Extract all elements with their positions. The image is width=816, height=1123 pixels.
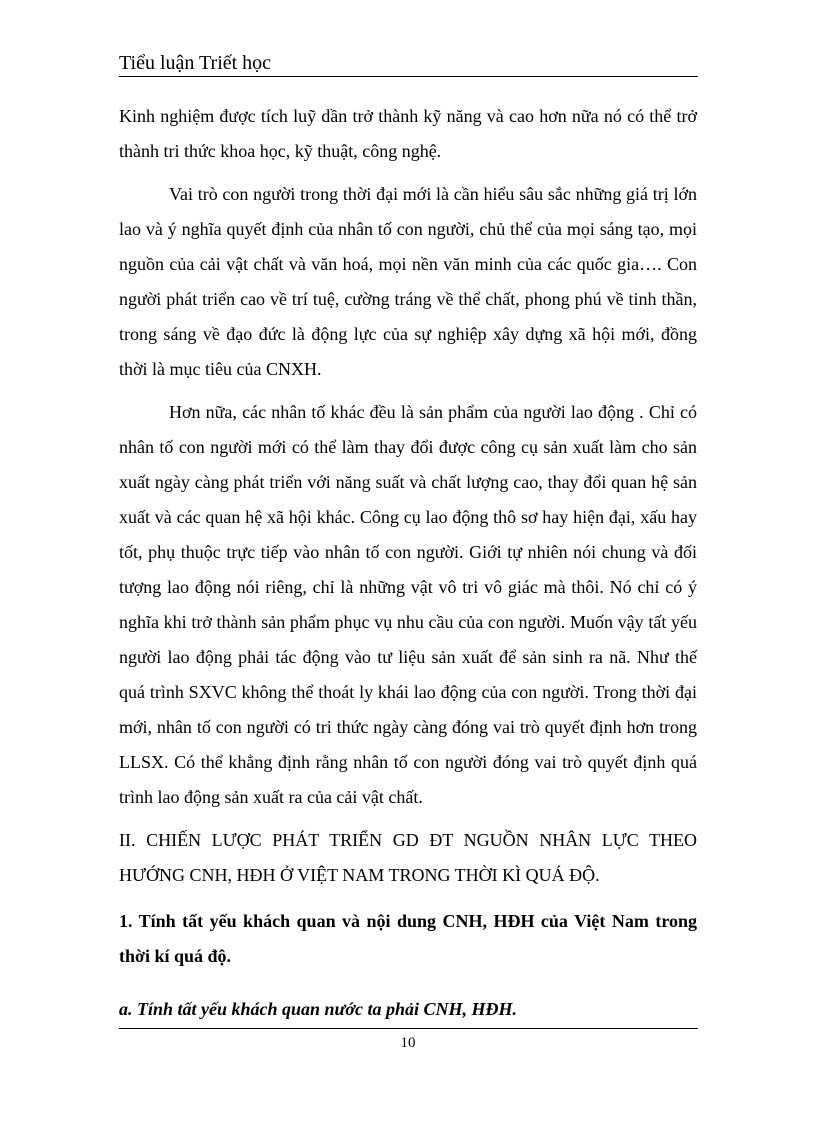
section-heading-strategy: II. CHIẾN LƯỢC PHÁT TRIỂN GD ĐT NGUỒN NHÂN LỰC THEO HƯỚNG CNH, HĐH Ở VIỆT NAM TRONG THỜI KÌ QUÁ ĐỘ. bbox=[119, 830, 697, 885]
footer-divider bbox=[119, 1028, 698, 1029]
page-header-title: Tiểu luận Triết học bbox=[119, 52, 272, 74]
header-divider bbox=[119, 76, 698, 77]
paragraph-labor-factor: Hơn nữa, các nhân tố khác đều là sản phẩm của người lao động . Chỉ có nhân tố con người mới có thể làm thay đổi được công cụ sản xuất làm cho sản xuất ngày càng phát triển với năng suất và chất lượng cao, thay đổi quan hệ sản xuất và các quan hệ xã hội khác. Công cụ lao động thô sơ hay hiện đại, xấu hay tốt, phụ thuộc trực tiếp vào nhân tố con người. Giới tự nhiên nói chung và đối tượng lao động nói riêng, chỉ là những vật vô tri vô giác mà thôi. Nó chỉ có ý nghĩa khi trở thành sản phẩm phục vụ nhu cầu của con người. Muốn vậy tất yếu người lao động phải tác động vào tư liệu sản xuất để sản sinh ra nã. Như thế quá trình SXVC không thể thoát ly khái lao động của con người. Trong thời đại mới, nhân tố con người có tri thức ngày càng đóng vai trò quyết định hơn trong LLSX. Có thể khẳng định rằng nhân tố con người đóng vai trò quyết định quá trình lao động sản xuất ra của cải vật chất. bbox=[119, 402, 697, 807]
document-body bbox=[119, 99, 697, 1045]
paragraph-human-role: Vai trò con người trong thời đại mới là cần hiểu sâu sắc những giá trị lớn lao và ý nghĩa quyết định của nhân tố con người, chủ thể của mọi sáng tạo, mọi nguồn của cải vật chất và văn hoá, mọi nền văn minh của các quốc gia…. Con người phát triển cao về trí tuệ, cường tráng về thể chất, phong phú về tinh thần, trong sáng về đạo đức là động lực của sự nghiệp xây dựng xã hội mới, đồng thời là mục tiêu của CNXH. bbox=[119, 184, 697, 379]
heading-section-1: 1. Tính tất yếu khách quan và nội dung CNH, HĐH của Việt Nam trong thời kí quá độ. bbox=[119, 911, 697, 966]
paragraph-skills: Kinh nghiệm được tích luỹ dần trở thành kỹ năng và cao hơn nữa nó có thể trở thành tri thức khoa học, kỹ thuật, công nghệ. bbox=[119, 106, 697, 161]
heading-subsection-a: a. Tính tất yếu khách quan nước ta phải CNH, HĐH. bbox=[119, 999, 518, 1019]
page-number: 10 bbox=[400, 1035, 416, 1051]
